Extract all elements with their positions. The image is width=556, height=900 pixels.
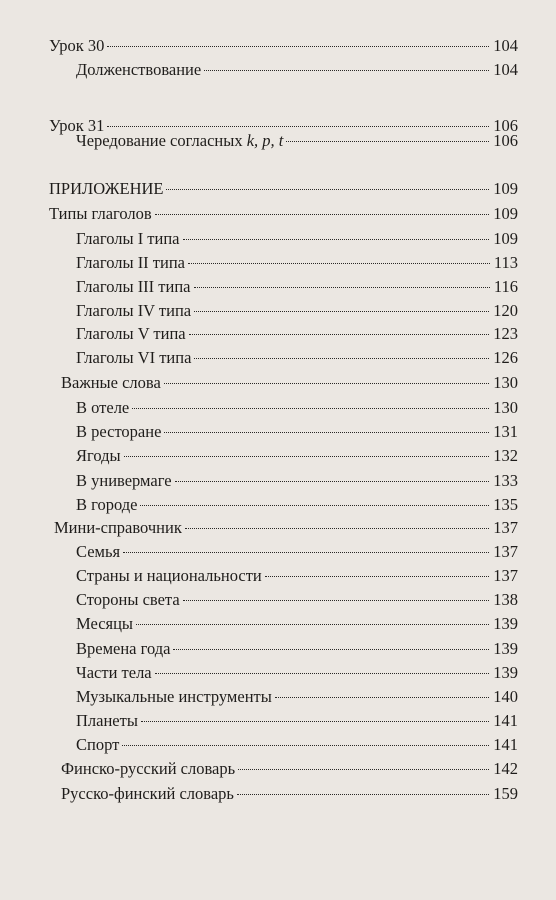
toc-entry <box>76 638 518 660</box>
toc-entry <box>49 178 518 200</box>
toc-entry-title: Важные слова <box>61 373 161 392</box>
leader-dots <box>175 481 490 482</box>
toc-entry <box>61 783 518 805</box>
leader-dots <box>107 46 489 47</box>
toc-entry-title: Глаголы VI типа <box>76 348 192 367</box>
toc-entry <box>76 59 518 81</box>
toc-entry <box>76 300 518 322</box>
toc-entry-italic: k, p, t <box>246 131 284 150</box>
toc-entry-page: 142 <box>493 759 518 778</box>
leader-dots <box>107 126 489 127</box>
toc-entry-title: Ягоды <box>76 446 121 465</box>
leader-dots <box>164 432 489 433</box>
toc-entry <box>76 662 518 684</box>
toc-entry <box>76 252 518 274</box>
toc-entry-page: 132 <box>493 446 518 465</box>
toc-entry-page: 131 <box>493 422 518 441</box>
leader-dots <box>189 334 490 335</box>
toc-entry-page: 123 <box>493 324 518 343</box>
leader-dots <box>155 673 490 674</box>
toc-entry-page: 116 <box>493 277 518 296</box>
toc-entry-title: Глаголы I типа <box>76 229 180 248</box>
toc-entry <box>76 494 518 516</box>
toc-entry-title: Спорт <box>76 735 120 754</box>
toc-entry-page: 137 <box>493 542 518 561</box>
toc-entry-title: Долженствование <box>76 60 202 79</box>
toc-entry-title: Урок 30 <box>49 36 105 55</box>
toc-entry <box>76 734 518 756</box>
leader-dots <box>166 189 489 190</box>
leader-dots <box>123 552 489 553</box>
toc-entry-page: 109 <box>493 229 518 248</box>
toc-entry-title: Типы глаголов <box>49 204 152 223</box>
toc-entry-title: В универмаге <box>76 471 172 490</box>
toc-entry <box>76 589 518 611</box>
toc-entry-page: 141 <box>493 711 518 730</box>
leader-dots <box>188 263 490 264</box>
toc-entry-page: 130 <box>493 398 518 417</box>
toc-entry <box>61 372 518 394</box>
leader-dots <box>194 287 490 288</box>
leader-dots <box>141 721 489 722</box>
toc-entry <box>76 397 518 419</box>
toc-entry-page: 109 <box>493 179 518 198</box>
toc-entry-title: Семья <box>76 542 121 561</box>
toc-entry <box>61 758 518 780</box>
toc-entry-page: 139 <box>493 614 518 633</box>
leader-dots <box>183 239 490 240</box>
toc-entry-title: Мини-справочник <box>54 518 182 537</box>
toc-entry-title: ПРИЛОЖЕНИЕ <box>49 179 164 198</box>
toc-entry-title: Стороны света <box>76 590 180 609</box>
toc-entry-page: 138 <box>493 590 518 609</box>
toc-entry-title: Планеты <box>76 711 138 730</box>
toc-entry-title: Глаголы IV типа <box>76 301 192 320</box>
toc-entry <box>76 470 518 492</box>
toc-entry-title: Месяцы <box>76 614 134 633</box>
leader-dots <box>136 624 489 625</box>
leader-dots <box>194 358 489 359</box>
toc-entry-title: Чередование согласных k, p, t <box>76 131 284 150</box>
toc-entry-page: 130 <box>493 373 518 392</box>
leader-dots <box>122 745 489 746</box>
toc-entry-page: 104 <box>493 60 518 79</box>
toc-entry <box>76 323 518 345</box>
toc-entry-title: В отеле <box>76 398 130 417</box>
leader-dots <box>204 70 489 71</box>
toc-entry <box>76 686 518 708</box>
toc-entry-title: Страны и национальности <box>76 566 262 585</box>
toc-entry-title: Глаголы V типа <box>76 324 186 343</box>
toc-entry <box>76 347 518 369</box>
toc-entry-page: 140 <box>493 687 518 706</box>
toc-entry-title: Части тела <box>76 663 152 682</box>
toc-entry <box>49 203 518 225</box>
toc-entry-page: 141 <box>493 735 518 754</box>
toc-entry-page: 109 <box>493 204 518 223</box>
toc-entry <box>76 710 518 732</box>
leader-dots <box>124 456 490 457</box>
leader-dots <box>194 311 489 312</box>
toc-entry <box>54 517 518 539</box>
leader-dots <box>265 576 490 577</box>
leader-dots <box>173 649 489 650</box>
toc-entry-page: 139 <box>493 663 518 682</box>
toc-entry-page: 139 <box>493 639 518 658</box>
toc-entry-page: 137 <box>493 518 518 537</box>
toc-entry-title: В городе <box>76 495 138 514</box>
toc-entry <box>76 276 518 298</box>
toc-entry-title: Глаголы II типа <box>76 253 185 272</box>
toc-entry-page: 120 <box>493 301 518 320</box>
toc-entry-title: В ресторане <box>76 422 162 441</box>
toc-entry-page: 137 <box>493 566 518 585</box>
toc-entry <box>76 445 518 467</box>
toc-entry <box>76 541 518 563</box>
toc-entry-page: 113 <box>493 253 518 272</box>
leader-dots <box>132 408 489 409</box>
leader-dots <box>286 141 489 142</box>
toc-entry-title: Музыкальные инструменты <box>76 687 272 706</box>
toc-entry-page: 133 <box>493 471 518 490</box>
toc-entry <box>76 565 518 587</box>
leader-dots <box>238 769 489 770</box>
toc-entry <box>76 613 518 635</box>
toc-entry-page: 106 <box>493 131 518 150</box>
toc-entry-page: 135 <box>493 495 518 514</box>
toc-entry <box>76 130 518 152</box>
toc-entry-title: Урок 31 <box>49 116 105 135</box>
leader-dots <box>183 600 490 601</box>
toc-entry-page: 104 <box>493 36 518 55</box>
leader-dots <box>185 528 489 529</box>
toc-entry <box>76 421 518 443</box>
leader-dots <box>140 505 489 506</box>
leader-dots <box>275 697 489 698</box>
leader-dots <box>155 214 490 215</box>
toc-entry <box>76 228 518 250</box>
toc-entry-page: 126 <box>493 348 518 367</box>
toc-entry-title: Времена года <box>76 639 171 658</box>
leader-dots <box>237 794 489 795</box>
leader-dots <box>164 383 489 384</box>
toc-entry-title: Финско-русский словарь <box>61 759 236 778</box>
toc-entry-page: 159 <box>493 784 518 803</box>
toc-entry-page: 106 <box>493 116 518 135</box>
toc-entry-title: Глаголы III типа <box>76 277 191 296</box>
toc-entry <box>49 35 518 57</box>
toc-entry-title: Русско-финский словарь <box>61 784 234 803</box>
